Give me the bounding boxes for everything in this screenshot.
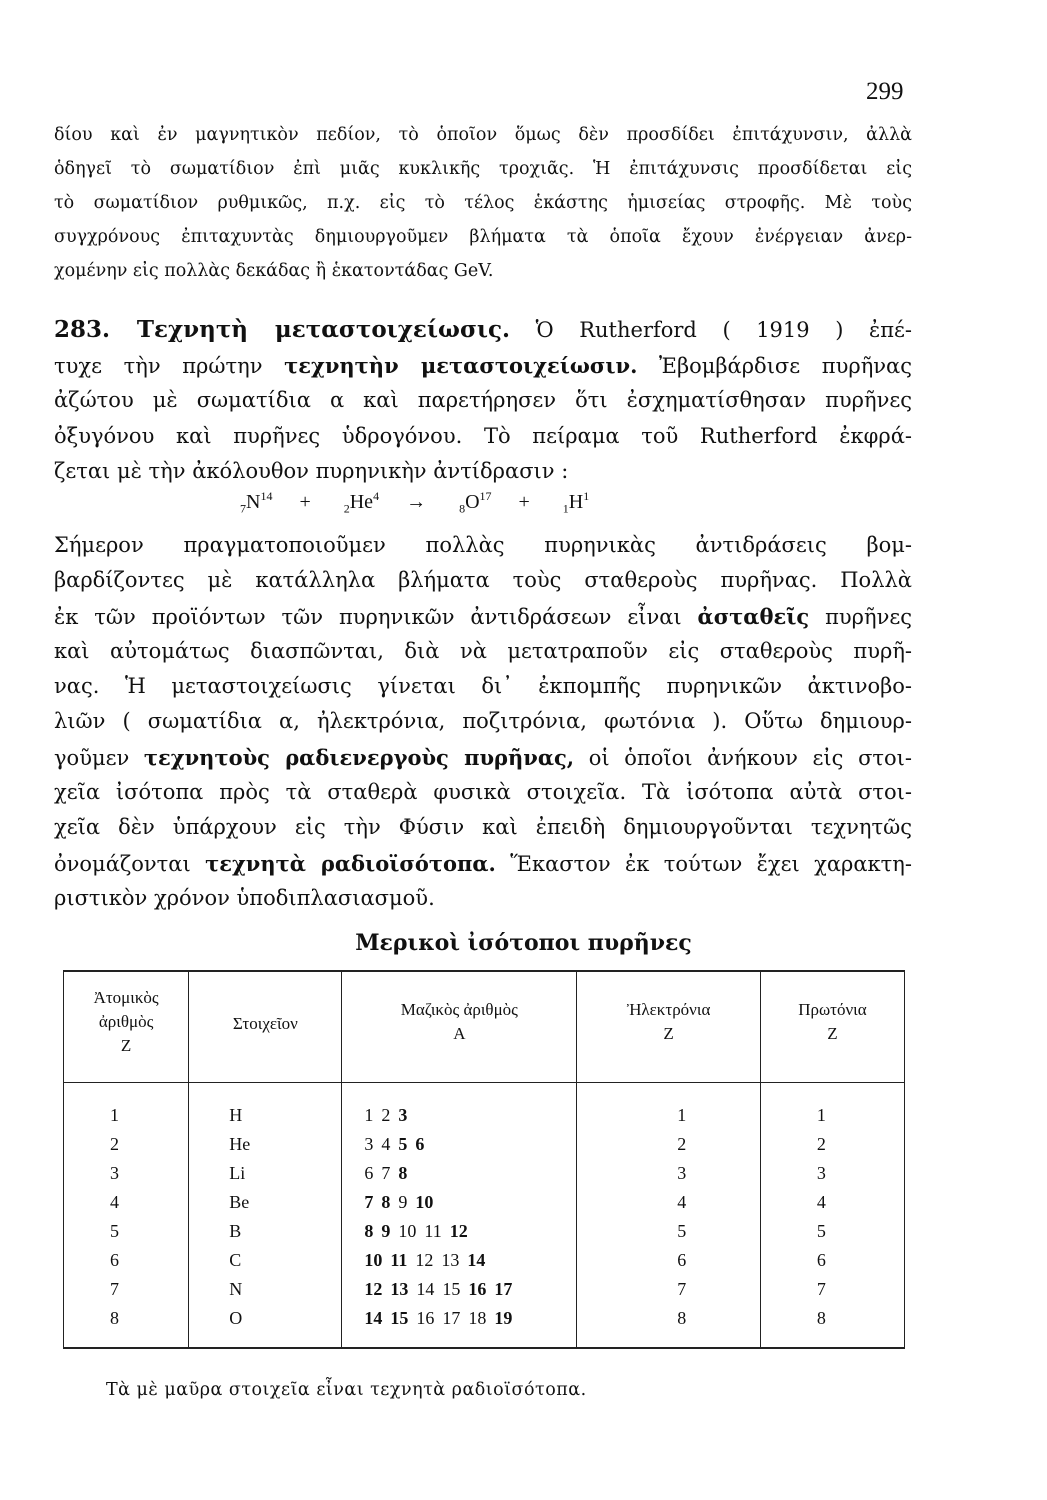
cell-protons: 5	[760, 1217, 904, 1246]
stable-mass-number: 9	[398, 1192, 408, 1212]
section-line	[54, 312, 912, 348]
cell-atomic-number: 4	[64, 1188, 189, 1217]
radioisotope-mass-number: 14	[364, 1308, 383, 1328]
plus-sign: +	[518, 490, 530, 513]
element-symbol: H	[568, 490, 584, 513]
mass-number: 17	[479, 489, 492, 503]
stable-mass-number: 13	[441, 1250, 460, 1270]
section-line	[54, 348, 912, 384]
stable-mass-number: 2	[381, 1105, 391, 1125]
radioisotope-mass-number: 8	[381, 1192, 391, 1212]
radioisotope-mass-number: 5	[398, 1134, 408, 1154]
product-oxygen	[459, 489, 491, 517]
cell-protons: 7	[760, 1275, 904, 1304]
intro-line: τὸ σωματίδιον ρυθμικῶς, π.χ. εἰς τὸ τέλος ἑκάστης ἡμισείας στροφῆς. Μὲ τοὺς	[54, 193, 912, 213]
intro-paragraph	[54, 118, 912, 288]
page-number: 299	[866, 78, 904, 105]
radioisotope-mass-number: 12	[364, 1279, 383, 1299]
bold-term: ἀσταθεῖς	[697, 603, 810, 629]
section-heading: 283. Τεχνητὴ μεταστοιχείωσις.	[54, 316, 511, 343]
cell-protons: 1	[760, 1083, 904, 1131]
cell-atomic-number: 5	[64, 1217, 189, 1246]
cell-element: Be	[189, 1188, 342, 1217]
isotopes-table	[63, 970, 905, 1349]
cell-mass-numbers	[342, 1217, 577, 1246]
stable-mass-number: 16	[416, 1308, 435, 1328]
atomic-number: 1	[562, 501, 569, 516]
reactant-nitrogen	[240, 489, 272, 517]
intro-line: δίου καὶ ἐν μαγνητικὸν πεδίον, τὸ ὁποῖον ὅμως δὲν προσδίδει ἐπιτάχυνσιν, ἀλλὰ	[54, 125, 912, 145]
cell-atomic-number: 6	[64, 1246, 189, 1275]
body-text: Ἕκαστον ἐκ τούτων ἔχει χαρακτη-	[495, 851, 912, 876]
stable-mass-number: 15	[442, 1279, 461, 1299]
cell-electrons: 2	[577, 1130, 761, 1159]
plus-sign: +	[299, 490, 311, 513]
table-row	[64, 1130, 905, 1159]
cell-electrons: 8	[577, 1304, 761, 1348]
table-row	[64, 1275, 905, 1304]
cell-electrons: 3	[577, 1159, 761, 1188]
nuclear-reaction-equation	[240, 489, 860, 517]
table-header-row	[64, 971, 905, 1083]
body-line: νας. Ἡ μεταστοιχείωσις γίνεται δι᾽ ἐκπομπῆς πυρηνικῶν ἀκτινοβο-	[54, 674, 912, 699]
stable-mass-number: 12	[415, 1250, 434, 1270]
body-text: ἐκ τῶν προϊόντων τῶν πυρηνικῶν ἀντιδράσεων εἶναι	[54, 604, 698, 629]
stable-mass-number: 3	[364, 1134, 374, 1154]
header-mass-number: Μαζικὸς ἀριθμὸς A	[342, 971, 577, 1083]
cell-mass-numbers	[342, 1275, 577, 1304]
body-text: πυρῆνες	[809, 604, 912, 629]
intro-line: συγχρόνους ἐπιταχυντὰς δημιουργοῦμεν βλήματα τὰ ὁποῖα ἔχουν ἐνέργειαν ἀνερ-	[54, 227, 912, 247]
body-text: οἱ ὁποῖοι ἀνήκουν εἰς στοι-	[574, 745, 912, 770]
mass-number: 1	[583, 489, 590, 503]
radioisotope-mass-number: 7	[364, 1192, 374, 1212]
body-line	[54, 846, 912, 881]
atomic-number: 8	[459, 501, 466, 516]
body-line: καὶ αὐτομάτως διασπῶνται, διὰ νὰ μετατραποῦν εἰς σταθεροὺς πυρῆ-	[54, 638, 912, 663]
table-row	[64, 1246, 905, 1275]
bold-term: τεχνητὴν μεταστοιχείωσιν.	[284, 352, 638, 378]
cell-electrons: 7	[577, 1275, 761, 1304]
body-line: χεῖα δὲν ὑπάρχουν εἰς τὴν Φύσιν καὶ ἐπειδὴ δημιουργοῦνται τεχνητῶς	[54, 815, 912, 840]
cell-protons: 2	[760, 1130, 904, 1159]
radioisotope-mass-number: 8	[364, 1221, 374, 1241]
cell-atomic-number: 7	[64, 1275, 189, 1304]
cell-protons: 6	[760, 1246, 904, 1275]
radioisotope-mass-number: 3	[398, 1105, 408, 1125]
radioisotope-mass-number: 10	[415, 1192, 434, 1212]
product-hydrogen	[563, 489, 589, 517]
header-electrons: Ἠλεκτρόνια Z	[577, 971, 761, 1083]
section-line: ὀξυγόνου καὶ πυρῆνες ὑδρογόνου. Τὸ πείραμα τοῦ Rutherford ἐκφρά-	[54, 423, 912, 448]
cell-element: Li	[189, 1159, 342, 1188]
cell-mass-numbers	[342, 1083, 577, 1131]
element-symbol: He	[349, 490, 374, 513]
cell-atomic-number: 2	[64, 1130, 189, 1159]
stable-mass-number: 14	[416, 1279, 435, 1299]
body-line	[54, 599, 912, 634]
cell-element: B	[189, 1217, 342, 1246]
reactant-helium	[344, 489, 379, 517]
cell-atomic-number: 8	[64, 1304, 189, 1348]
table-row	[64, 1217, 905, 1246]
atomic-number: 2	[343, 501, 350, 516]
stable-mass-number: 10	[398, 1221, 417, 1241]
cell-element: He	[189, 1130, 342, 1159]
cell-mass-numbers	[342, 1246, 577, 1275]
table-title: Μερικοὶ ἰσότοποι πυρῆνες	[355, 930, 692, 956]
section-paragraph	[54, 312, 912, 490]
cell-electrons: 4	[577, 1188, 761, 1217]
section-line: ἀζώτου μὲ σωματίδια α καὶ παρετήρησεν ὅτι ἐσχηματίσθησαν πυρῆνες	[54, 388, 912, 412]
body-line: λιῶν ( σωματίδια α, ἠλεκτρόνια, ποζιτρόνια, φωτόνια ). Οὕτω δημιουρ-	[54, 709, 912, 734]
radioisotope-mass-number: 12	[449, 1221, 468, 1241]
body-line	[54, 740, 912, 775]
stable-mass-number: 1	[364, 1105, 374, 1125]
stable-mass-number: 17	[442, 1308, 461, 1328]
bold-term: τεχνητοὺς ραδιενεργοὺς πυρῆνας,	[143, 744, 575, 770]
cell-protons: 4	[760, 1188, 904, 1217]
bold-term: τεχνητὰ ραδιοϊσότοπα.	[205, 850, 496, 876]
section-text: Ὁ Rutherford ( 1919 ) ἐπέ-	[510, 318, 912, 342]
radioisotope-mass-number: 15	[390, 1308, 409, 1328]
cell-protons: 3	[760, 1159, 904, 1188]
body-text: γοῦμεν	[54, 745, 144, 770]
mass-number: 4	[373, 489, 380, 503]
stable-mass-number: 7	[381, 1163, 391, 1183]
body-paragraph	[54, 528, 912, 916]
cell-element: O	[189, 1304, 342, 1348]
intro-line: χομένην εἰς πολλὰς δεκάδας ἢ ἑκατοντάδας GeV.	[54, 261, 494, 281]
radioisotope-mass-number: 16	[468, 1279, 487, 1299]
body-line: βαρδίζοντες μὲ κατάλληλα βλήματα τοὺς σταθεροὺς πυρῆνας. Πολλὰ	[54, 568, 912, 593]
body-line: ριστικὸν χρόνον ὑποδιπλασιασμοῦ.	[54, 885, 435, 910]
body-text: ὀνομάζονται	[54, 851, 206, 876]
header-element: Στοιχεῖον	[189, 971, 342, 1083]
mass-number: 14	[260, 489, 273, 503]
cell-mass-numbers	[342, 1188, 577, 1217]
radioisotope-mass-number: 10	[364, 1250, 383, 1270]
cell-electrons: 5	[577, 1217, 761, 1246]
section-text: τυχε τὴν πρώτην	[54, 353, 285, 378]
header-protons: Πρωτόνια Z	[760, 971, 904, 1083]
radioisotope-mass-number: 6	[415, 1134, 425, 1154]
cell-electrons: 6	[577, 1246, 761, 1275]
header-atomic-number: Ἀτομικὸς ἀριθμὸς Z	[64, 971, 189, 1083]
radioisotope-mass-number: 9	[381, 1221, 391, 1241]
body-line: χεῖα ἰσότοπα πρὸς τὰ σταθερὰ φυσικὰ στοιχεῖα. Τὰ ἰσότοπα αὐτὰ στοι-	[54, 780, 912, 805]
radioisotope-mass-number: 8	[398, 1163, 408, 1183]
cell-electrons: 1	[577, 1083, 761, 1131]
cell-element: H	[189, 1083, 342, 1131]
stable-mass-number: 6	[364, 1163, 374, 1183]
stable-mass-number: 11	[424, 1221, 442, 1241]
body-line: Σήμερον πραγματοποιοῦμεν πολλὰς πυρηνικὰς ἀντιδράσεις βομ-	[54, 533, 912, 557]
cell-atomic-number: 1	[64, 1083, 189, 1131]
arrow-icon: →	[406, 490, 427, 513]
radioisotope-mass-number: 11	[390, 1250, 408, 1270]
table-row	[64, 1083, 905, 1131]
table-row	[64, 1188, 905, 1217]
cell-element: N	[189, 1275, 342, 1304]
intro-line: ὁδηγεῖ τὸ σωματίδιον ἐπὶ μιᾶς κυκλικῆς τροχιᾶς. Ἡ ἐπιτάχυνσις προσδίδεται εἰς	[54, 159, 912, 179]
cell-protons: 8	[760, 1304, 904, 1348]
cell-element: C	[189, 1246, 342, 1275]
radioisotope-mass-number: 13	[390, 1279, 409, 1299]
section-line: ζεται μὲ τὴν ἀκόλουθον πυρηνικὴν ἀντίδρασιν :	[54, 459, 569, 483]
stable-mass-number: 18	[468, 1308, 487, 1328]
atomic-number: 7	[240, 501, 246, 516]
table-row	[64, 1304, 905, 1348]
cell-mass-numbers	[342, 1159, 577, 1188]
table-footnote: Τὰ μὲ μαῦρα στοιχεῖα εἶναι τεχνητὰ ραδιοϊσότοπα.	[106, 1380, 587, 1400]
table-row	[64, 1159, 905, 1188]
cell-mass-numbers	[342, 1304, 577, 1348]
cell-atomic-number: 3	[64, 1159, 189, 1188]
element-symbol: N	[246, 490, 261, 513]
element-symbol: O	[465, 490, 480, 513]
radioisotope-mass-number: 14	[467, 1250, 486, 1270]
section-text: Ἐβομβάρδισε πυρῆνας	[637, 353, 912, 378]
radioisotope-mass-number: 19	[494, 1308, 513, 1328]
stable-mass-number: 4	[381, 1134, 391, 1154]
cell-mass-numbers	[342, 1130, 577, 1159]
radioisotope-mass-number: 17	[494, 1279, 513, 1299]
